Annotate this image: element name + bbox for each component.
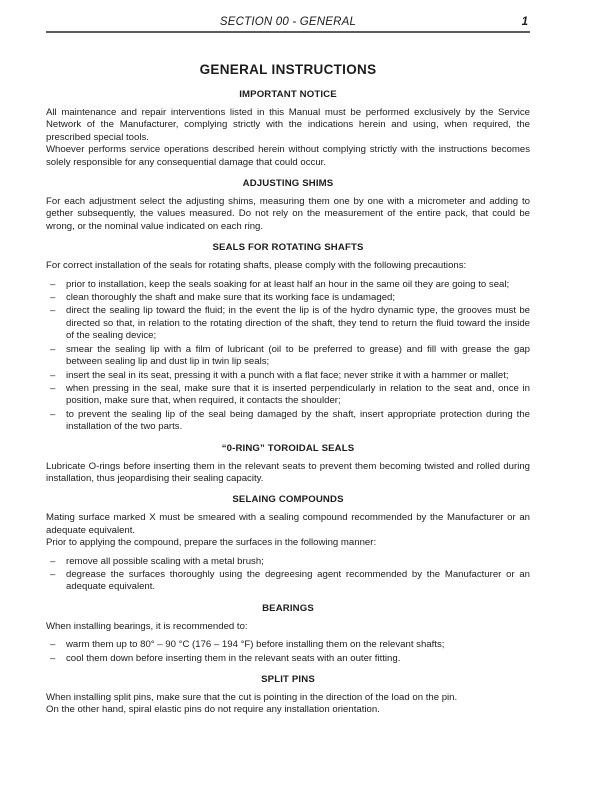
section-heading: SEALS FOR ROTATING SHAFTS (212, 242, 364, 254)
bullet-list (46, 556, 530, 594)
paragraph: When installing bearings, it is recommended to: (46, 620, 248, 632)
section-seals-for-rotating-shafts (46, 242, 530, 433)
list-item: – direct the sealing lip toward the fluid; in the event the lip is of the hydro dynamic type, the grooves must be directed so that, in relation to the rotating direction of the shaft, they tend to return the fluid toward the inside of the sealing device; (46, 305, 530, 342)
bullet-list (46, 279, 530, 434)
section-adjusting-shims (46, 178, 530, 233)
list-item: – warm them up to 80° – 90 °C (176 – 194 °F) before installing them on the relevant shafts; (46, 639, 530, 651)
section-heading: BEARINGS (262, 602, 314, 614)
page-title: GENERAL INSTRUCTIONS (199, 62, 377, 77)
paragraph: On the other hand, spiral elastic pins do not require any installation orientation. (46, 704, 380, 716)
paragraph: When installing split pins, make sure that the cut is pointing in the direction of the load on the pin. (46, 692, 458, 703)
paragraph: Lubricate O-rings before inserting them in the relevant seats to prevent them becoming twisted and rolled during installation, thus jeopardising their sealing capacity. (46, 460, 530, 484)
list-item: – clean thoroughly the shaft and make sure that its working face is undamaged; (46, 292, 530, 304)
list-item: – remove all possible scaling with a metal brush; (46, 556, 530, 568)
page-content (46, 0, 530, 717)
paragraph: Prior to applying the compound, prepare the surfaces in the following manner: (46, 537, 377, 549)
list-item: – cool them down before inserting them in the relevant seats with an outer fitting. (46, 653, 530, 665)
section-heading: SELAING COMPOUNDS (232, 494, 344, 506)
section-sealing-compounds (46, 494, 530, 593)
paragraph: Whoever performs service operations described herein without complying strictly with the instructions becomes solely responsible for any consequential damage that could occur. (46, 144, 530, 168)
list-item: – insert the seal in its seat, pressing it with a punch with a flat face; never strike it with a hammer or mallet; (46, 370, 530, 382)
section-split-pins (46, 674, 530, 717)
page-number: 1 (521, 16, 528, 28)
section-header-title: SECTION 00 - GENERAL (219, 16, 357, 28)
paragraph: All maintenance and repair interventions listed in this Manual must be performed exclusively by the Service Network of the Manufacturer, complying strictly with the indications herein and using, when required, the prescribed special tools. (46, 107, 530, 143)
list-item: – when pressing in the seal, make sure that it is inserted perpendicularly in relation to the seat and, once in position, make sure that, when required, it contacts the shoulder; (46, 383, 530, 408)
bullet-list (46, 639, 530, 665)
section-heading: “0-RING” TOROIDAL SEALS (221, 442, 355, 454)
list-item: – to prevent the sealing lip of the seal being damaged by the shaft, insert appropriate protection during the installation of the two parts. (46, 409, 530, 434)
paragraph: For each adjustment select the adjusting shims, measuring them one by one with a micrometer and adding to gether subsequently, the values measured. Do not rely on the measurement of the entire pack, that could be wrong, or the nominal value indicated on each ring. (46, 196, 530, 232)
section-heading: ADJUSTING SHIMS (242, 178, 334, 190)
page-header (46, 0, 530, 33)
list-item: – smear the sealing lip with a film of lubricant (oil to be preferred to grease) and fill with grease the gap between sealing lip and dust lip in twin lip seals; (46, 344, 530, 369)
list-item: – degrease the surfaces thoroughly using the degreesing agent recommended by the Manufacturer or an adequate equivalent. (46, 569, 530, 594)
section-important-notice (46, 89, 530, 169)
list-item: – prior to installation, keep the seals soaking for at least half an hour in the same oil they are going to seal; (46, 279, 530, 291)
paragraph: Mating surface marked X must be smeared with a sealing compound recommended by the Manufacturer or an adequate equivalent. (46, 512, 530, 536)
section-bearings (46, 603, 530, 665)
section-heading: SPLIT PINS (261, 674, 315, 685)
section-oring-toroidal-seals (46, 443, 530, 486)
paragraph: For correct installation of the seals for rotating shafts, please comply with the following precautions: (46, 260, 467, 272)
section-heading: IMPORTANT NOTICE (239, 89, 337, 100)
